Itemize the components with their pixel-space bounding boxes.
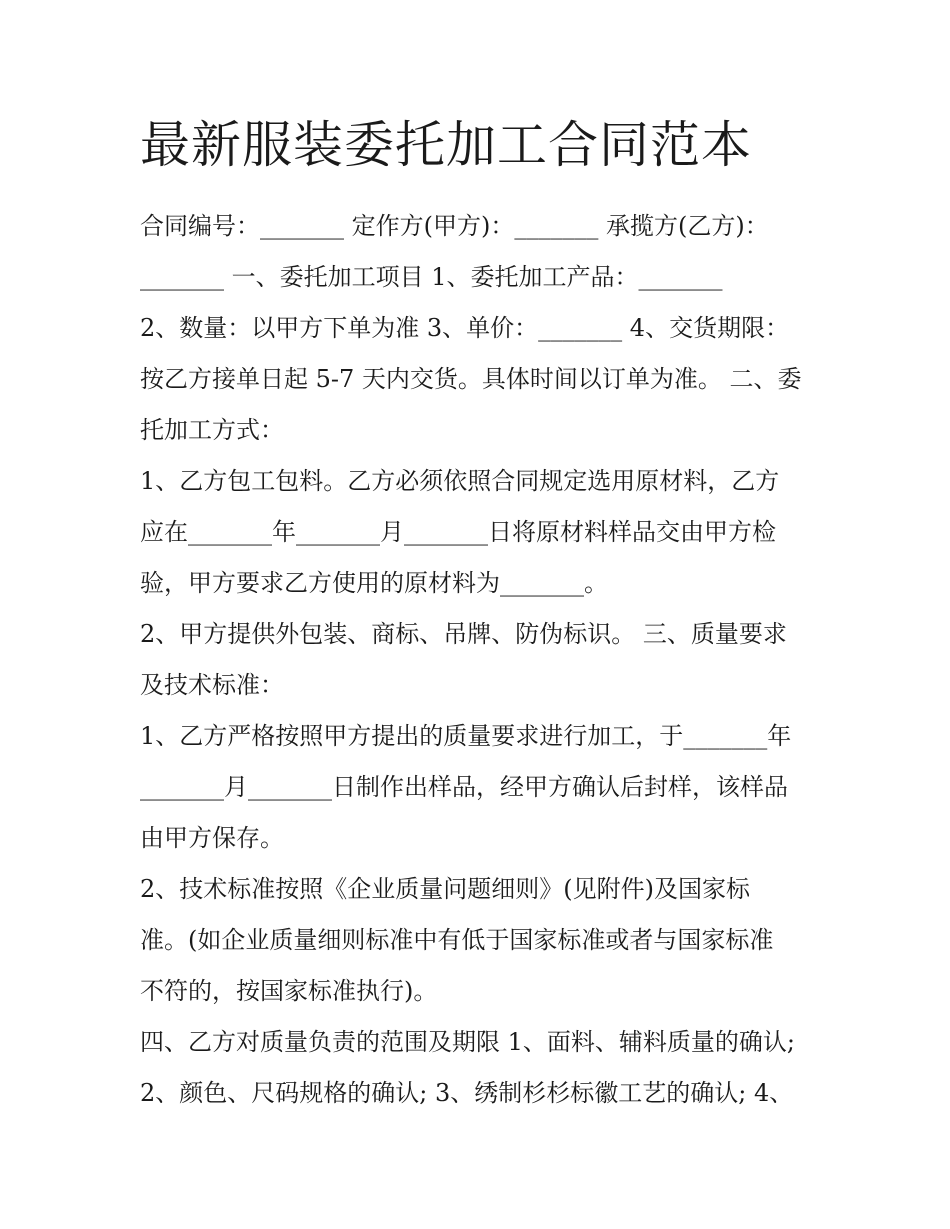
body-line: 四、乙方对质量负责的范围及期限 1、面料、辅料质量的确认;	[140, 1028, 795, 1056]
body-line: 不符的，按国家标准执行)。	[140, 977, 438, 1005]
body-line: 由甲方保存。	[140, 824, 284, 852]
body-line: _______ 一、委托加工项目 1、委托加工产品：_______	[140, 263, 723, 291]
body-line: 应在_______年_______月_______日将原材料样品交由甲方检	[140, 518, 776, 546]
body-line: 2、数量：以甲方下单为准 3、单价：_______ 4、交货期限：	[140, 314, 790, 342]
body-line: 1、乙方包工包料。乙方必须依照合同规定选用原材料，乙方	[140, 467, 780, 495]
body-line: 2、甲方提供外包装、商标、吊牌、防伪标识。 三、质量要求	[140, 620, 787, 648]
body-line: 及技术标准：	[140, 671, 284, 699]
body-line: _______月_______日制作出样品，经甲方确认后封样，该样品	[140, 773, 788, 801]
document-body	[140, 201, 840, 1119]
body-line: 2、颜色、尺码规格的确认; 3、绣制杉杉标徽工艺的确认; 4、	[140, 1079, 794, 1107]
body-line: 合同编号：_______ 定作方(甲方)：_______ 承揽方(乙方)：	[140, 212, 769, 240]
body-line: 准。(如企业质量细则标准中有低于国家标准或者与国家标准	[140, 926, 774, 954]
body-line: 1、乙方严格按照甲方提出的质量要求进行加工，于_______年	[140, 722, 792, 750]
body-line: 验，甲方要求乙方使用的原材料为_______。	[140, 569, 608, 597]
body-line: 托加工方式：	[140, 416, 284, 444]
body-line: 按乙方接单日起 5-7 天内交货。具体时间以订单为准。 二、委	[140, 365, 802, 393]
body-line: 2、技术标准按照《企业质量问题细则》(见附件)及国家标	[140, 875, 750, 903]
document-title: 最新服装委托加工合同范本	[140, 116, 752, 174]
